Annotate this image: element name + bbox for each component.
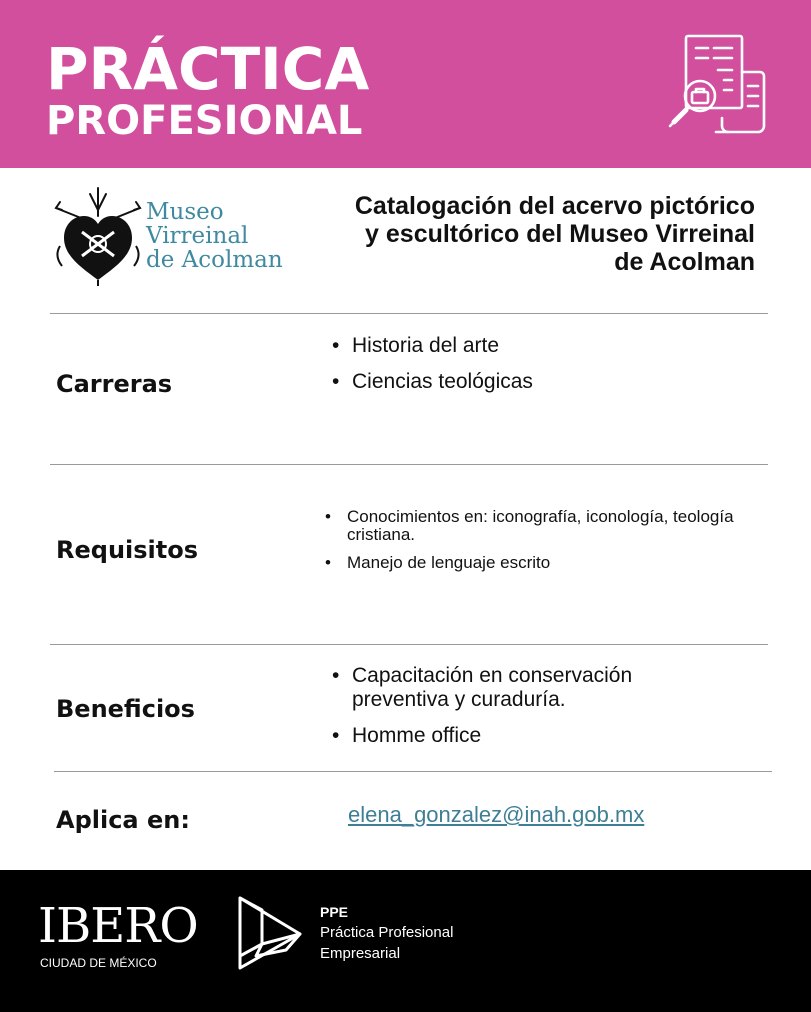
ibero-logo-text: IBERO	[38, 898, 198, 954]
list-item: • Ciencias teológicas	[330, 370, 750, 394]
list-item: • Capacitación en conservación preventiva y curaduría.	[330, 664, 710, 712]
divider	[54, 771, 772, 772]
divider	[50, 644, 768, 645]
header-banner	[0, 0, 811, 168]
requisitos-label: Requisitos	[56, 536, 199, 564]
aplica-label: Aplica en:	[56, 806, 190, 834]
museum-name-line1: Museo	[146, 199, 224, 225]
divider	[50, 313, 768, 314]
ppe-title: PPE	[320, 904, 349, 920]
museum-name-line2: Virreinal	[146, 223, 249, 249]
ppe-subtitle-line2: Empresarial	[320, 945, 401, 962]
carreras-list	[330, 334, 750, 406]
footer	[0, 870, 811, 1012]
project-title: Catalogación del acervo pictórico y escultórico del Museo Virreinal de Acolman	[354, 192, 755, 276]
beneficios-label: Beneficios	[56, 695, 195, 723]
list-item: • Manejo de lenguaje escrito	[325, 554, 735, 572]
beneficios-list	[330, 664, 710, 760]
ppe-subtitle-line1: Práctica Profesional	[320, 924, 454, 941]
museum-logo	[52, 186, 292, 286]
page-title-line1: PRÁCTICA	[46, 35, 370, 103]
divider	[50, 464, 768, 465]
museum-name-line3: de Acolman	[146, 247, 283, 273]
list-item: • Homme office	[330, 724, 710, 748]
list-item: • Historia del arte	[330, 334, 750, 358]
carreras-label: Carreras	[56, 370, 173, 398]
list-item: • Conocimientos en: iconografía, iconología, teología cristiana.	[325, 508, 735, 544]
requisitos-list	[325, 508, 735, 582]
ibero-logo-subtitle: CIUDAD DE MÉXICO	[40, 956, 157, 970]
museum-name	[146, 200, 283, 272]
ppe-logo-icon	[236, 894, 304, 970]
contact-email-link[interactable]: elena_gonzalez@inah.gob.mx	[348, 802, 645, 827]
page-title-line2: PROFESIONAL	[46, 98, 363, 144]
sacred-heart-emblem-icon	[52, 186, 144, 286]
document-search-icon	[664, 34, 768, 138]
